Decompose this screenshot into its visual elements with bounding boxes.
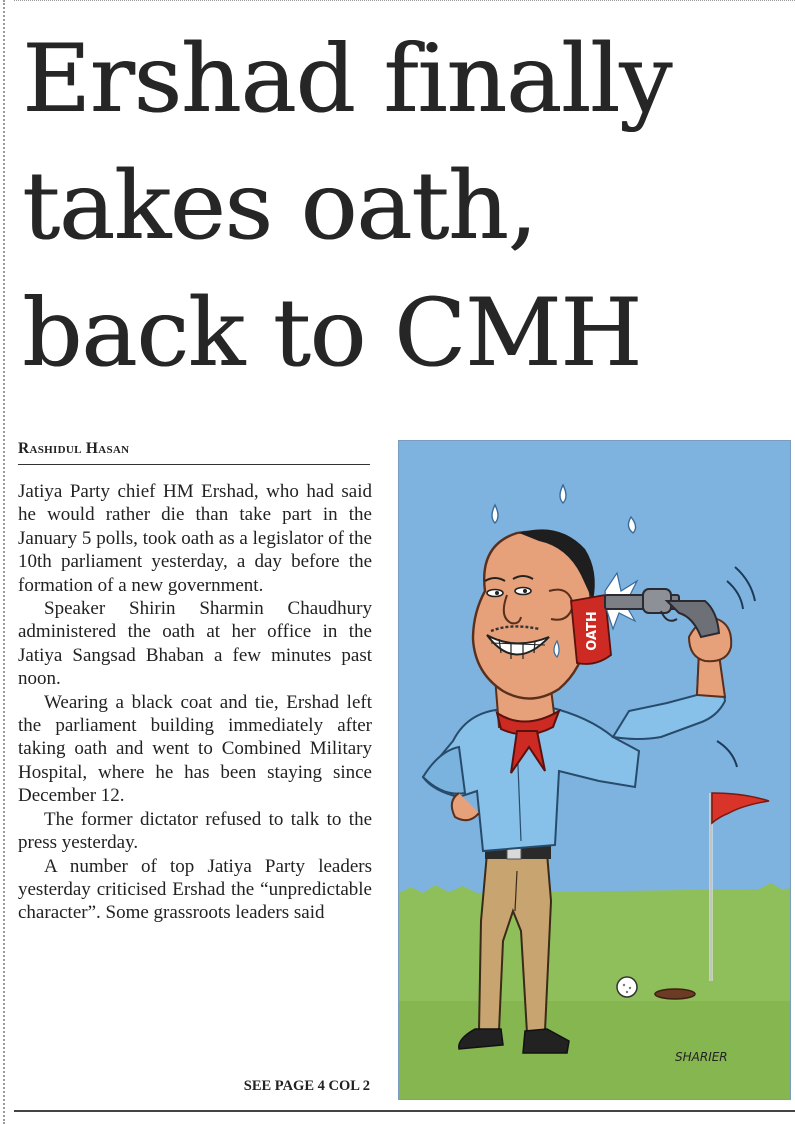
headline bbox=[22, 16, 792, 397]
left-dotted-rule bbox=[3, 0, 5, 1124]
headline-line-3: back to CMH bbox=[22, 279, 642, 388]
headline-line-2: takes oath, bbox=[22, 152, 537, 261]
top-dotted-rule bbox=[14, 0, 795, 1]
continued-jump-line: SEE PAGE 4 COL 2 bbox=[243, 1078, 370, 1094]
cartoon-drawing bbox=[399, 441, 791, 1100]
golf-hole bbox=[655, 989, 695, 999]
article-paragraph-5: A number of top Jatiya Party leaders yesterday criticised Ershad the “unpredictable character”. Some grassroots leaders said bbox=[18, 855, 372, 924]
golf-ball bbox=[617, 977, 637, 997]
cartoonist-signature: SHARIER bbox=[675, 1050, 728, 1064]
article-paragraph-3: Wearing a black coat and tie, Ershad left the parliament building immediately after taking oath and went to Combined Military Hospital, where he has been staying since December 12. bbox=[18, 691, 372, 807]
article-body bbox=[18, 480, 372, 925]
byline: Rashidul Hasan bbox=[18, 440, 370, 465]
oath-flag-label: OATH bbox=[585, 611, 600, 651]
headline-line-1: Ershad finally bbox=[22, 25, 672, 134]
bottom-rule bbox=[14, 1110, 795, 1112]
article-paragraph-2: Speaker Shirin Sharmin Chaudhury administered the oath at her office in the Jatiya Sangsad Bhaban a few minutes past noon. bbox=[18, 598, 372, 690]
editorial-cartoon bbox=[398, 440, 791, 1100]
article-paragraph-4: The former dictator refused to talk to the press yesterday. bbox=[18, 808, 372, 854]
cartoon-sky bbox=[399, 441, 791, 901]
article-paragraph-1: Jatiya Party chief HM Ershad, who had said he would rather die than take part in the January 5 polls, took oath as a legislator of the 10th parliament yesterday, a day before the formation of a new government. bbox=[18, 481, 372, 596]
